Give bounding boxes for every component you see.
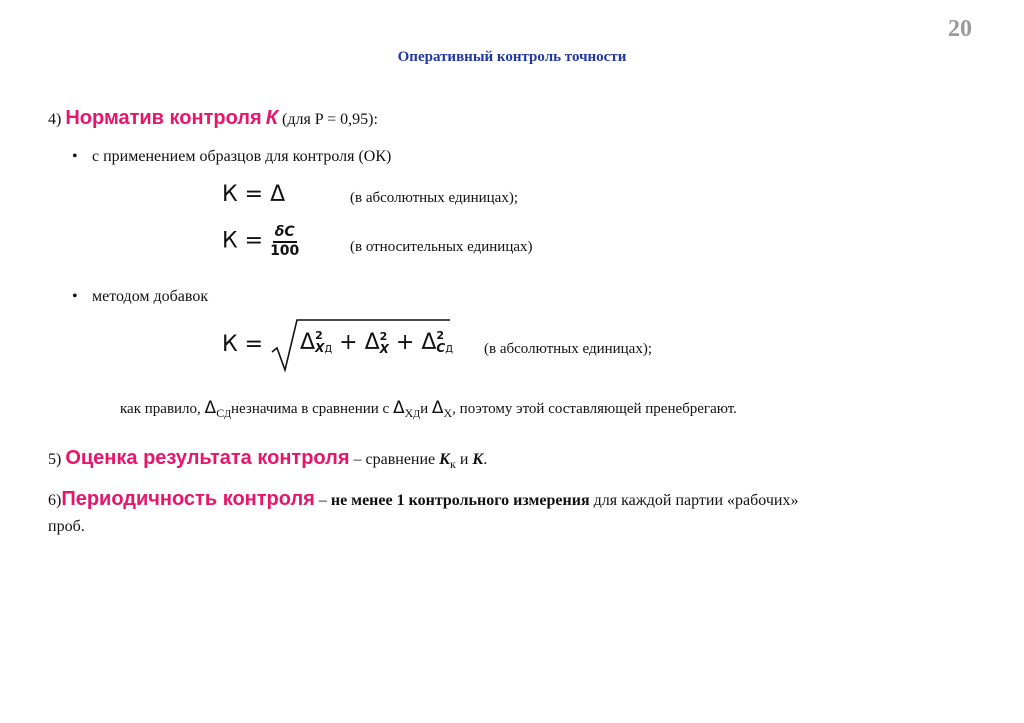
item-5-and: и (455, 451, 473, 468)
item-4-heading: Норматив контроля (65, 107, 262, 129)
item-4-number: 4) (48, 111, 62, 128)
sub: X (443, 406, 453, 420)
item-5-number: 5) (48, 451, 62, 468)
k-measured-sub: к (450, 457, 456, 472)
sub: X (315, 341, 325, 355)
formula-relative (222, 224, 299, 259)
formula-eq: = (244, 182, 264, 207)
item-5 (48, 447, 487, 472)
delta-x: Δ (364, 330, 380, 355)
slide-title: Оперативный контроль точности (397, 49, 627, 65)
item-6-dash: – (314, 492, 331, 509)
delta-x: Δ (431, 398, 444, 418)
page-number: 20 (948, 16, 972, 42)
item-4 (48, 107, 378, 130)
item-6 (48, 488, 798, 511)
item-6-number: 6) (48, 492, 62, 509)
delta-c-d: Δ (421, 330, 437, 355)
rule-part: , поэтому этой составляющей пренебрегают. (452, 401, 737, 417)
formula-eq: = (244, 228, 264, 254)
sub-2: Д (413, 409, 421, 420)
formula-sqrt (222, 332, 263, 357)
plus: + (388, 330, 422, 355)
delta-x-d: Δ (300, 330, 316, 355)
formula-eq: = (244, 332, 264, 357)
formula-absolute (222, 182, 285, 207)
item-4-condition: (для P = 0,95): (281, 111, 378, 128)
sub-2: Д (324, 344, 333, 355)
item-4-symbol: К (265, 107, 278, 129)
sup: 2 (436, 329, 445, 342)
delta-x-d: Δ (392, 398, 405, 418)
item-5-end: . (483, 451, 488, 468)
bullet-additions (72, 288, 208, 306)
item-5-heading: Оценка результата контроля (65, 447, 350, 469)
sub: C (216, 406, 225, 420)
rule-part: как правило, (120, 401, 205, 417)
delta-c-d: Δ (204, 398, 217, 418)
item-6-rest: для каждой партии «рабочих» (589, 492, 799, 509)
k-norm: К (472, 451, 484, 468)
sub: X (379, 342, 389, 356)
rule-part: незначима в сравнении с (231, 401, 393, 417)
bullet-marker: • (72, 288, 78, 305)
formula-lhs: К (222, 332, 238, 357)
sub: X (404, 406, 414, 420)
sup: 2 (315, 329, 323, 342)
formula-lhs: К (222, 182, 238, 207)
sub: C (436, 341, 446, 355)
fraction-numerator: δC (273, 224, 297, 243)
item-5-text: – сравнение (349, 451, 440, 468)
rule-sentence (120, 398, 737, 421)
sub-2: Д (224, 409, 232, 420)
bullet-marker: • (72, 148, 78, 165)
formula-3-note: (в абсолютных единицах); (484, 341, 653, 357)
formula-lhs: К (222, 228, 238, 254)
fraction-denominator: 100 (270, 243, 300, 259)
bullet-samples-text: с применением образцов для контроля (ОК) (92, 148, 392, 165)
bullet-additions-text: методом добавок (92, 288, 209, 305)
bullet-samples (72, 148, 391, 166)
k-measured: К (439, 451, 451, 468)
rule-part: и (420, 401, 432, 417)
formula-fraction (270, 224, 299, 259)
plus: + (332, 330, 365, 355)
item-6-heading: Периодичность контроля (61, 488, 315, 510)
item-6-line-2: проб. (48, 518, 85, 535)
item-6-bold: не менее 1 контрольного измерения (330, 492, 590, 509)
formula-2-note: (в относительных единицах) (350, 239, 533, 255)
formula-rhs: Δ (270, 182, 286, 207)
sup: 2 (379, 330, 388, 343)
formula-1-note: (в абсолютных единицах); (350, 190, 519, 206)
radicand (300, 330, 453, 356)
sub-2: Д (445, 344, 453, 355)
